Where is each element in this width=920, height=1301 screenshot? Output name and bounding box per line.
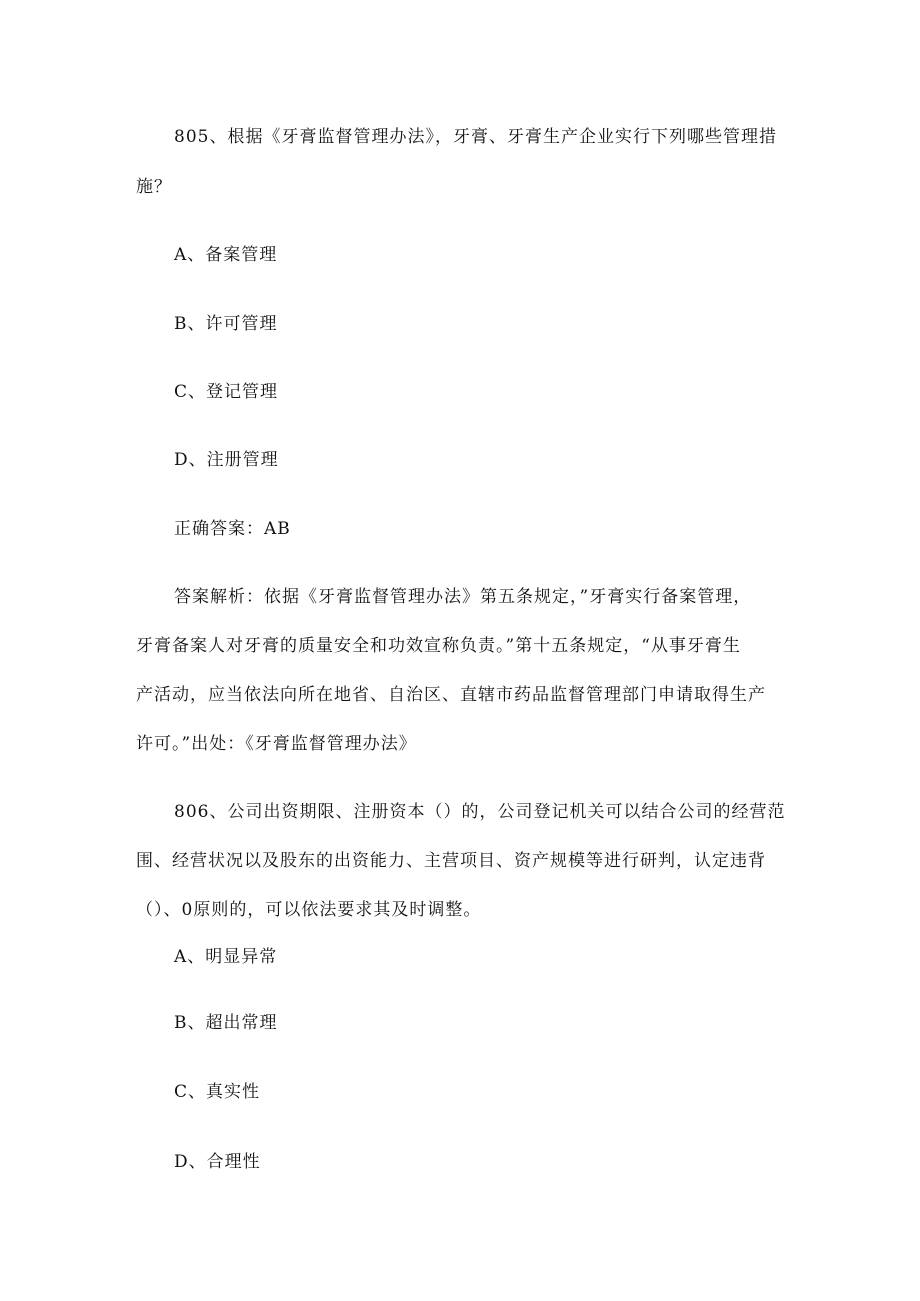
q805-analysis-line-3: 产活动，应当依法向所在地省、自治区、直辖市药品监督管理部门申请取得生产: [136, 685, 766, 705]
q805-analysis-line-2: 牙膏备案人对牙膏的质量安全和功效宣称负责。”第十五条规定，“从事牙膏生: [136, 636, 741, 656]
q805-option-b: B、许可管理: [174, 314, 278, 334]
q806-stem-line-1: 806、公司出资期限、注册资本（）的，公司登记机关可以结合公司的经营范: [174, 802, 786, 822]
q805-option-c: C、登记管理: [174, 382, 279, 402]
q805-option-a: A、备案管理: [174, 245, 278, 265]
q805-analysis-line-1: 答案解析：依据《牙膏监督管理办法》第五条规定，”牙膏实行备案管理，: [174, 587, 752, 607]
q805-option-d: D、注册管理: [174, 450, 279, 470]
q805-stem-line-2: 施？: [136, 177, 172, 197]
q806-option-a: A、明显异常: [174, 947, 278, 967]
q806-stem-line-2: 围、经营状况以及股东的出资能力、主营项目、资产规模等进行研判，认定违背: [136, 851, 766, 871]
q806-option-d: D、合理性: [174, 1152, 261, 1172]
q806-option-c: C、真实性: [174, 1082, 261, 1102]
q806-option-b: B、超出常理: [174, 1013, 278, 1033]
q806-stem-line-3: （）、0原则的，可以依法要求其及时调整。: [136, 900, 482, 920]
q805-stem-line-1: 805、根据《牙膏监督管理办法》，牙膏、牙膏生产企业实行下列哪些管理措: [174, 127, 777, 147]
q805-correct-answer: 正确答案：AB: [174, 519, 291, 539]
q805-analysis-line-4: 许可。”出处：《牙膏监督管理办法》: [136, 734, 417, 754]
